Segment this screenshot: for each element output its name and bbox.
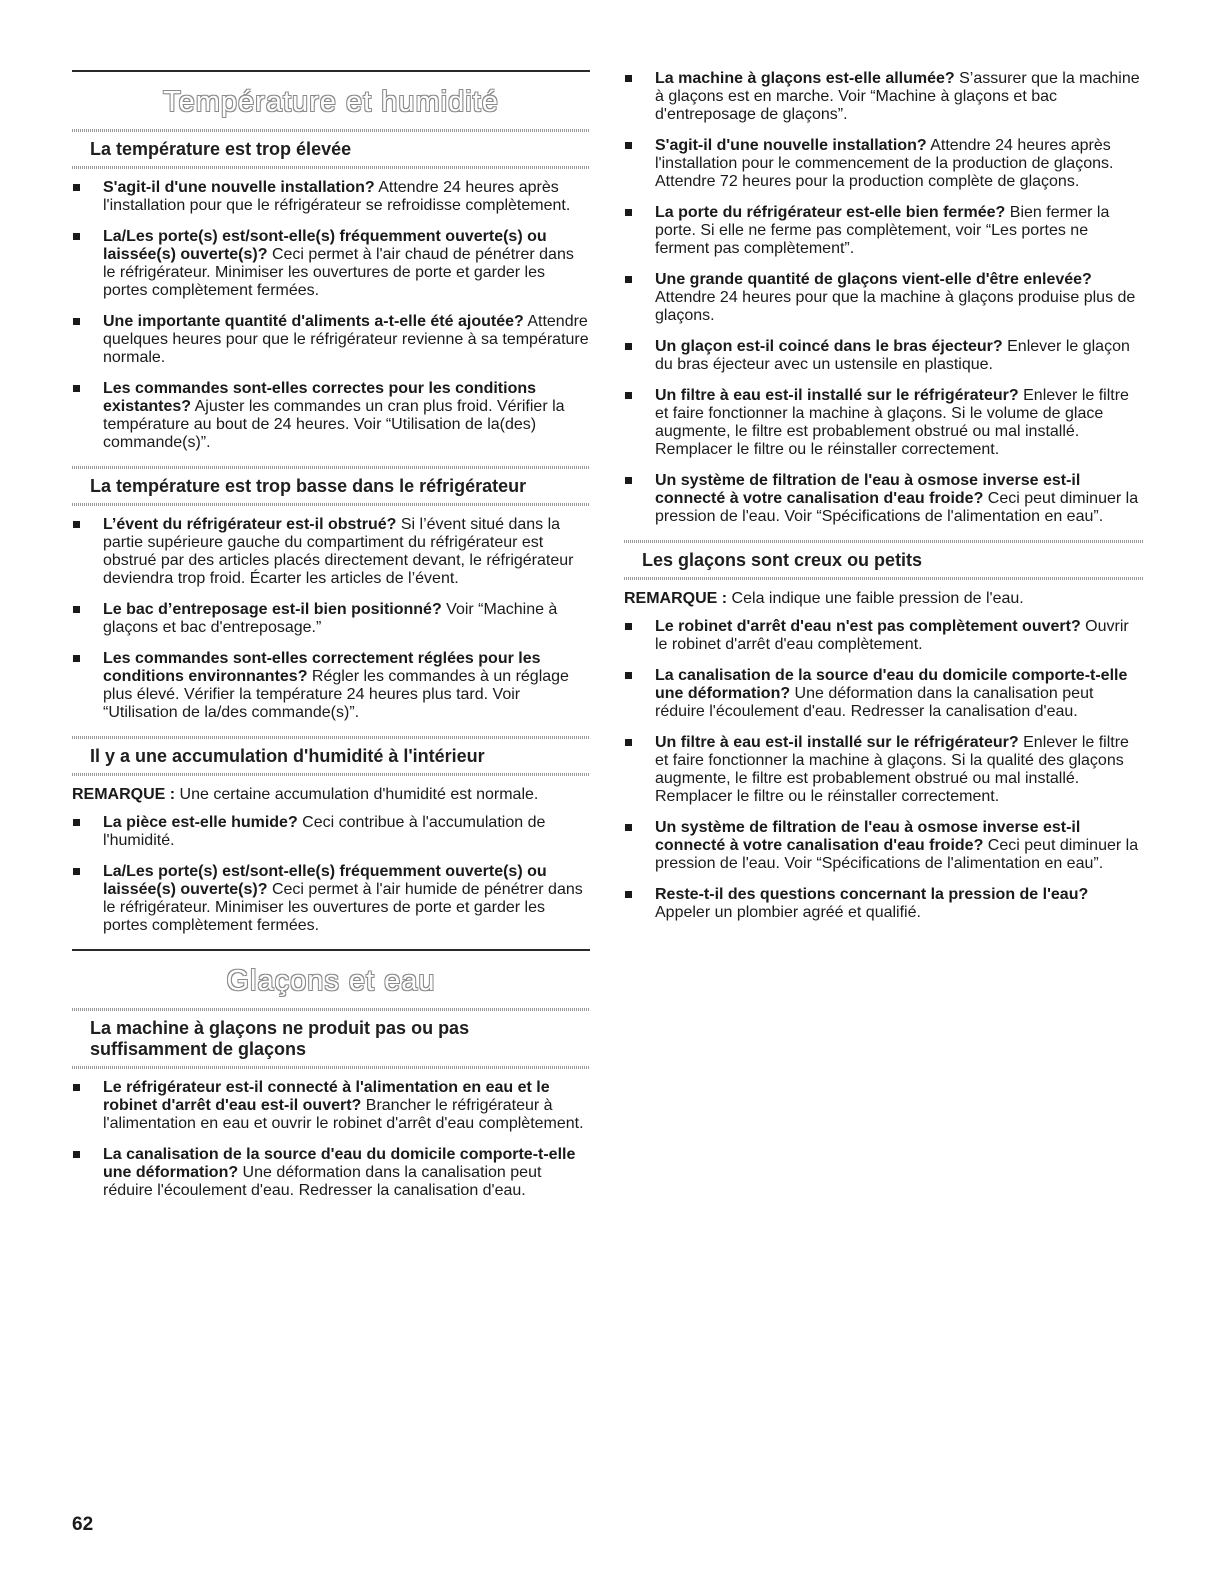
list-item	[72, 1079, 590, 1133]
list-humidity	[72, 814, 590, 935]
question-text: Un système de filtration de l'eau à osmose inverse est-il connecté à votre canalisation d'eau froide?	[655, 819, 1081, 854]
section-rule	[72, 70, 590, 72]
question-text: Une importante quantité d'aliments a-t-elle été ajoutée?	[103, 313, 524, 330]
answer-text: Régler les commandes à un réglage plus élevé. Vérifier la température 24 heures plus tard. Voir “Utilisation de la/des commande(s)”.	[103, 668, 569, 721]
list-item	[72, 313, 590, 367]
answer-text: Si l’évent situé dans la partie supérieure gauche du compartiment du réfrigérateur est obstrué par des articles placés directement devant, le réfrigérateur deviendra trop froid. Écarter les articles de l’évent.	[103, 516, 574, 587]
answer-text: Ceci contribue à l'accumulation de l'humidité.	[103, 814, 546, 849]
right-column	[624, 70, 1144, 936]
answer-text: Attendre quelques heures pour que le réfrigérateur revienne à sa température normale.	[103, 313, 589, 366]
list-item	[72, 1146, 590, 1200]
list-temp-low	[72, 516, 590, 722]
subheading-humidity: Il y a une accumulation d'humidité à l'intérieur	[90, 746, 485, 766]
list-item	[624, 472, 1144, 526]
question-text: Un système de filtration de l'eau à osmose inverse est-il connecté à votre canalisation d'eau froide?	[655, 472, 1081, 507]
list-item	[72, 650, 590, 722]
subheading-hollow-ice: Les glaçons sont creux ou petits	[642, 550, 923, 570]
list-item	[72, 228, 590, 300]
subheading-temp-high: La température est trop élevée	[90, 139, 352, 159]
question-text: Reste-t-il des questions concernant la pression de l'eau?	[655, 886, 1089, 903]
answer-text: Voir “Machine à glaçons et bac d'entreposage.”	[103, 601, 558, 636]
list-item	[72, 601, 590, 637]
note-text: Cela indique une faible pression de l'eau.	[727, 590, 1024, 607]
list-item	[72, 814, 590, 850]
question-text: Les commandes sont-elles correctes pour les conditions existantes?	[103, 380, 537, 415]
answer-text: Ceci peut diminuer la pression de l'eau. Voir “Spécifications de l'alimentation en eau”.	[655, 837, 1139, 872]
question-text: Un filtre à eau est-il installé sur le réfrigérateur?	[655, 387, 1019, 404]
list-item	[624, 819, 1144, 873]
question-text: La/Les porte(s) est/sont-elle(s) fréquemment ouverte(s) ou laissée(s) ouverte(s)?	[103, 228, 547, 263]
list-ice-maker	[72, 1079, 590, 1200]
answer-text: Attendre 24 heures après l'installation pour que le réfrigérateur se refroidisse complètement.	[103, 179, 571, 214]
answer-text: Une déformation dans la canalisation peut réduire l'écoulement d'eau. Redresser la canalisation d'eau.	[655, 685, 1094, 720]
question-text: La canalisation de la source d'eau du domicile comporte-t-elle une déformation?	[103, 1146, 576, 1181]
subheading-ice-maker: La machine à glaçons ne produit pas ou pas suffisamment de glaçons	[90, 1018, 470, 1059]
question-text: S'agit-il d'une nouvelle installation?	[655, 137, 927, 154]
list-item	[72, 516, 590, 588]
answer-text: S’assurer que la machine à glaçons est en marche. Voir “Machine à glaçons et bac d'entreposage de glaçons”.	[655, 70, 1140, 123]
note-text: Une certaine accumulation d'humidité est normale.	[175, 786, 539, 803]
list-item	[624, 271, 1144, 325]
question-text: La porte du réfrigérateur est-elle bien fermée?	[655, 204, 1006, 221]
question-text: Un filtre à eau est-il installé sur le réfrigérateur?	[655, 734, 1019, 751]
section-title-temperature: Température et humidité	[163, 86, 499, 118]
subheading-temp-low: La température est trop basse dans le réfrigérateur	[90, 476, 527, 496]
left-column	[72, 70, 590, 1214]
divider	[72, 503, 590, 506]
question-text: L’évent du réfrigérateur est-il obstrué?	[103, 516, 397, 533]
question-text: Une grande quantité de glaçons vient-elle d'être enlevée?	[655, 271, 1092, 288]
list-item	[72, 380, 590, 452]
list-item	[624, 734, 1144, 806]
note-label: REMARQUE :	[624, 590, 728, 607]
divider	[72, 773, 590, 776]
question-text: La/Les porte(s) est/sont-elle(s) fréquemment ouverte(s) ou laissée(s) ouverte(s)?	[103, 863, 547, 898]
divider	[624, 577, 1144, 580]
question-text: Un glaçon est-il coincé dans le bras éjecteur?	[655, 338, 1003, 355]
list-item	[624, 667, 1144, 721]
question-text: La machine à glaçons est-elle allumée?	[655, 70, 955, 87]
list-item	[624, 70, 1144, 124]
list-item	[624, 204, 1144, 258]
question-text: Le bac d’entreposage est-il bien positionné?	[103, 601, 442, 618]
question-text: La canalisation de la source d'eau du domicile comporte-t-elle une déformation?	[655, 667, 1128, 702]
question-text: Les commandes sont-elles correctement réglées pour les conditions environnantes?	[103, 650, 541, 685]
question-text: Le réfrigérateur est-il connecté à l'alimentation en eau et le robinet d'arrêt d'eau est-il ouvert?	[103, 1079, 550, 1114]
list-item	[624, 338, 1144, 374]
answer-text: Appeler un plombier agréé et qualifié.	[655, 904, 921, 921]
list-item	[72, 179, 590, 215]
answer-text: Une déformation dans la canalisation peut réduire l'écoulement d'eau. Redresser la canalisation d'eau.	[103, 1164, 542, 1199]
list-item	[72, 863, 590, 935]
note-hollow-ice	[624, 590, 1144, 608]
section-title-ice-water: Glaçons et eau	[226, 965, 436, 997]
list-item	[624, 137, 1144, 191]
section-rule	[72, 949, 590, 951]
list-temp-high	[72, 179, 590, 452]
note-humidity	[72, 786, 590, 804]
answer-text: Enlever le filtre et faire fonctionner la machine à glaçons. Si la qualité des glaçons augmente, le filtre est probablement obstrué ou mal installé. Remplacer le filtre ou le réinstaller correctement.	[655, 734, 1129, 805]
answer-text: Bien fermer la porte. Si elle ne ferme pas complètement, voir “Les portes ne ferment pas complètement”.	[655, 204, 1110, 257]
answer-text: Enlever le glaçon du bras éjecteur avec un ustensile en plastique.	[655, 338, 1130, 373]
answer-text: Attendre 24 heures pour que la machine à glaçons produise plus de glaçons.	[655, 289, 1136, 324]
answer-text: Ceci permet à l'air chaud de pénétrer dans le réfrigérateur. Minimiser les ouvertures de porte et garder les portes complètement fermées.	[103, 246, 574, 299]
note-label: REMARQUE :	[72, 786, 176, 803]
answer-text: Brancher le réfrigérateur à l'alimentation en eau et ouvrir le robinet d'arrêt d'eau complètement.	[103, 1097, 584, 1132]
question-text: S'agit-il d'une nouvelle installation?	[103, 179, 375, 196]
question-text: Le robinet d'arrêt d'eau n'est pas complètement ouvert?	[655, 618, 1081, 635]
list-item	[624, 886, 1144, 922]
list-item	[624, 618, 1144, 654]
divider	[72, 166, 590, 169]
list-ice-maker-continued	[624, 70, 1144, 526]
page-number: 62	[72, 1514, 94, 1535]
answer-text: Enlever le filtre et faire fonctionner la machine à glaçons. Si le volume de glace augmente, le filtre est probablement obstrué ou mal installé. Remplacer le filtre ou le réinstaller correctement.	[655, 387, 1129, 458]
question-text: La pièce est-elle humide?	[103, 814, 298, 831]
answer-text: Attendre 24 heures après l'installation pour le commencement de la production de glaçons. Attendre 72 heures pour la production complète de glaçons.	[655, 137, 1114, 190]
answer-text: Ceci peut diminuer la pression de l'eau. Voir “Spécifications de l'alimentation en eau”.	[655, 490, 1139, 525]
list-item	[624, 387, 1144, 459]
list-hollow-ice	[624, 618, 1144, 922]
divider	[72, 1066, 590, 1069]
answer-text: Ceci permet à l'air humide de pénétrer dans le réfrigérateur. Minimiser les ouvertures de porte et garder les portes complètement fermées.	[103, 881, 583, 934]
answer-text: Ouvrir le robinet d'arrêt d'eau complètement.	[655, 618, 1129, 653]
answer-text: Ajuster les commandes un cran plus froid. Vérifier la température au bout de 24 heures. Voir “Utilisation de la(des) commande(s)”.	[103, 398, 565, 451]
